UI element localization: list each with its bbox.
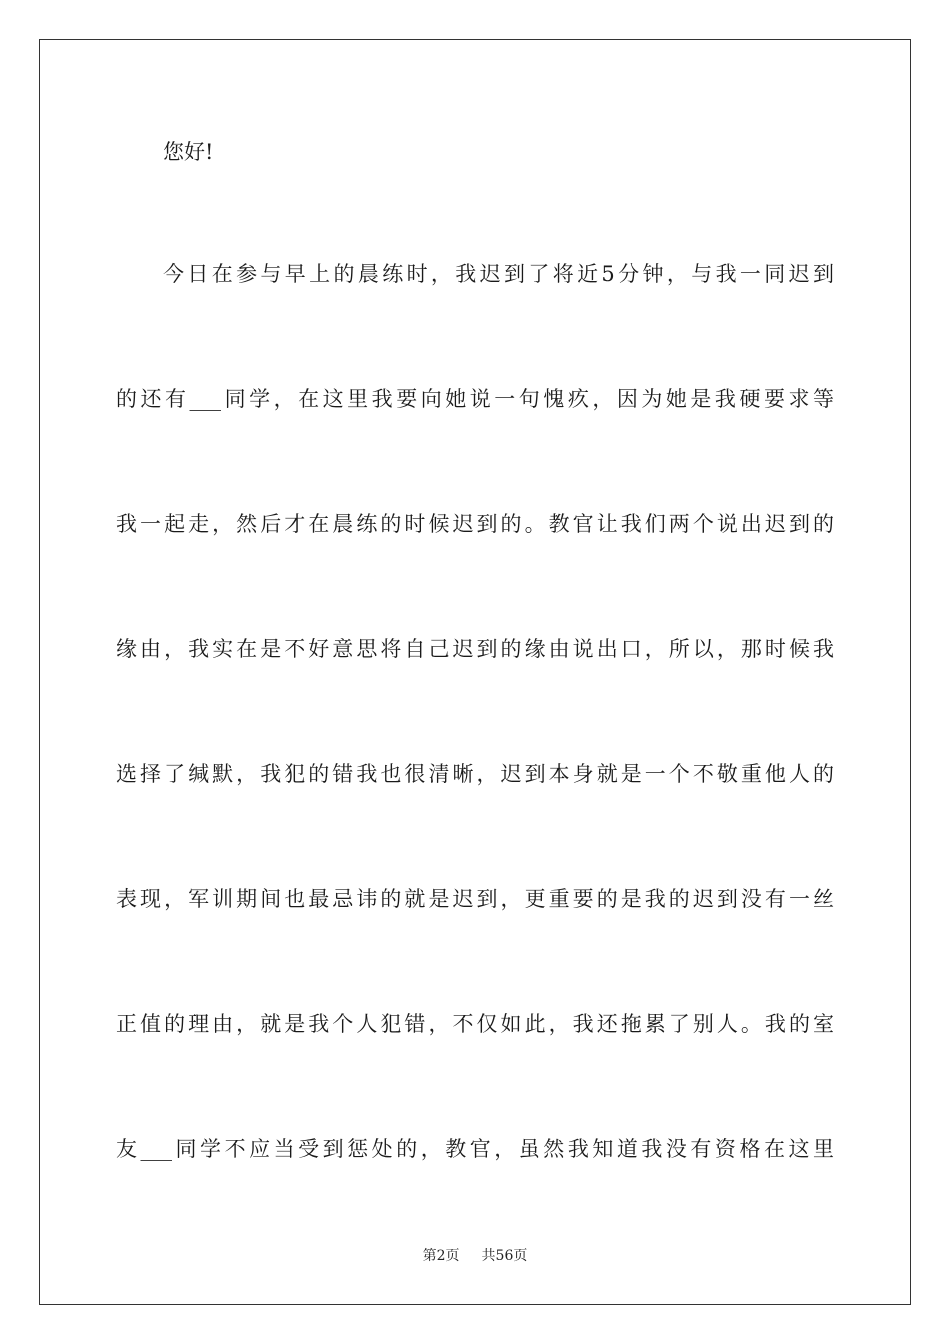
page-footer: [0, 1246, 950, 1266]
paragraph-line-3: 我一起走，然后才在晨练的时候迟到的。教官让我们两个说出迟到的: [116, 512, 834, 536]
paragraph-line-6: 表现，军训期间也最忌讳的就是迟到，更重要的是我的迟到没有一丝: [116, 887, 834, 911]
page-border: [39, 39, 911, 1305]
page-total: 共56页: [481, 1248, 528, 1264]
paragraph-line-7: 正值的理由，就是我个人犯错，不仅如此，我还拖累了别人。我的室: [116, 1012, 834, 1036]
paragraph-line-5: 选择了缄默，我犯的错我也很清晰，迟到本身就是一个不敬重他人的: [116, 762, 834, 786]
page-number: 第2页: [422, 1248, 460, 1264]
paragraph-line-2: 的还有___同学，在这里我要向她说一句愧疚，因为她是我硬要求等: [116, 387, 834, 411]
greeting: 您好!: [163, 140, 214, 164]
paragraph-line-4: 缘由，我实在是不好意思将自己迟到的缘由说出口，所以，那时候我: [116, 637, 834, 661]
paragraph-line-1: 今日在参与早上的晨练时，我迟到了将近5分钟，与我一同迟到: [163, 262, 834, 286]
paragraph-line-8: 友___同学不应当受到惩处的，教官，虽然我知道我没有资格在这里: [116, 1137, 834, 1161]
